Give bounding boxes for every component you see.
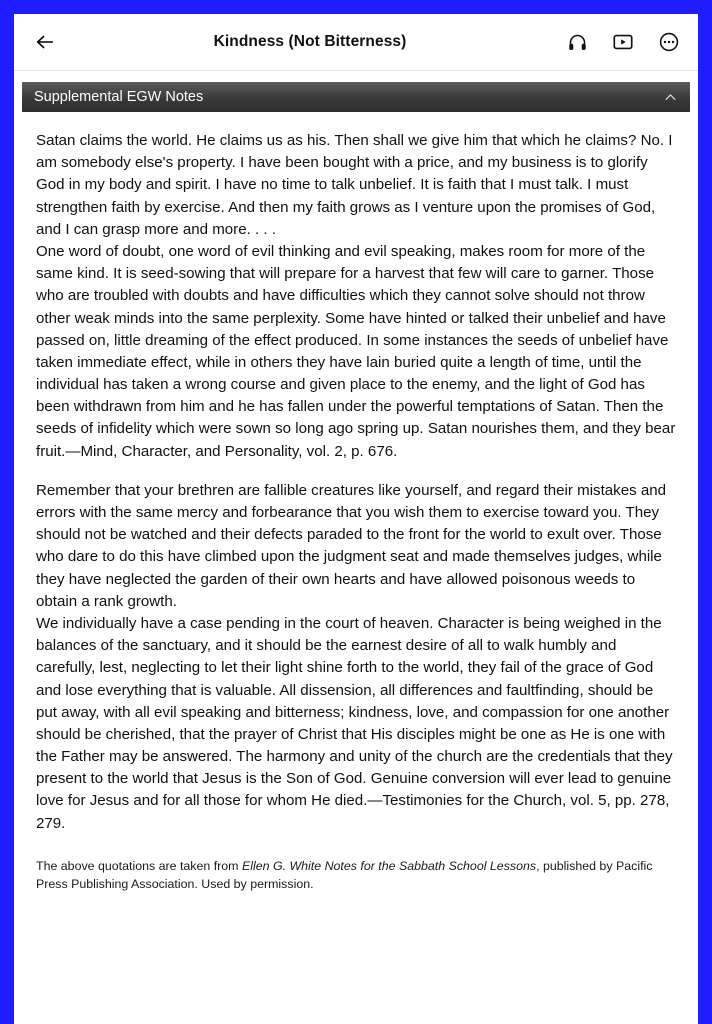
paragraph: One word of doubt, one word of evil thinking and evil speaking, makes room for more of the same kind. It is seed-sowing that will prepare for a harvest that few will care to garner. Those who are troubled with doubts and have difficulties which they cannot solve should not throw other weak minds into the same perplexity. Some have hinted or talked their unbelief and have passed on, little dreaming of the effect produced. In some instances the seeds of unbelief have taken immediate effect, while in others they have lain buried quite a length of time, until the individual has taken a wrong course and given place to the enemy, and the light of God has been withdrawn from him and he has fallen under the powerful temptations of Satan. Then the seeds of infidelity which were sown so long ago spring up. Satan nourishes them, and they bear fruit.—Mind, Character, and Personality, vol. 2, p. 676. — [36, 242, 676, 460]
lesson-body — [14, 112, 698, 1024]
app-window — [14, 14, 698, 1024]
paragraph: Satan claims the world. He claims us as his. Then shall we give him that which he claims? No. I am somebody else's property. I have been bought with a price, and my business is to glorify God in my body and spirit. I have no time to talk unbelief. It is faith that I must talk. I must strengthen faith by exercise. And then my faith grows as I venture upon the promises of God, and I can grasp more and more. . . . — [36, 132, 673, 238]
footnote-text-after: , published by Pacific Press Publishing Association. Used by permission. — [36, 858, 653, 892]
paragraph: We individually have a case pending in the court of heaven. Character is being weighed in the balances of the sanctuary, and it should be the earnest desire of all to walk humbly and carefully, lest, neglecting to let their light shine forth to the world, they fail of the grace of God and lose everything that is valuable. All dissension, all differences and faultfinding, should be put away, with all evil speaking and bitterness; kindness, love, and compassion for one another should be cherished, that the prayer of Christ that His disciples might be one as He is one with the Father may be answered. The harmony and unity of the church are the credentials that they present to the world that Jesus is the Son of God. Genuine conversion will ever lead to genuine love for Jesus and for all those for whom He died.—Testimonies for the Church, vol. 5, pp. 278, 279. — [36, 614, 673, 832]
paragraph: Remember that your brethren are fallible creatures like yourself, and regard their mistakes and errors with the same mercy and forbearance that you wish them to exercise toward you. They should not be watched and their defects paraded to the front for the world to exult over. Those who dare to do this have climbed upon the judgment seat and made themselves judges, while they have neglected the garden of their own hearts and have allowed poisonous weeds to obtain a rank growth. — [36, 481, 667, 610]
video-icon[interactable] — [610, 29, 636, 55]
section-header-supplemental-egw-notes[interactable] — [22, 82, 690, 112]
headphones-icon[interactable] — [564, 29, 590, 55]
chevron-up-icon[interactable] — [662, 89, 678, 105]
footnote-title-italic: Ellen G. White Notes for the Sabbath School Lessons — [241, 858, 537, 873]
footnote-text-before: The above quotations are taken from — [36, 858, 242, 873]
section-title: Supplemental EGW Notes — [34, 89, 204, 105]
top-app-bar — [14, 14, 698, 71]
source-footnote — [36, 857, 676, 894]
arrow-left-icon[interactable] — [30, 27, 60, 57]
top-bar-actions — [560, 29, 682, 55]
page-title: Kindness (Not Bitterness) — [213, 33, 407, 50]
more-options-icon[interactable] — [656, 29, 682, 55]
